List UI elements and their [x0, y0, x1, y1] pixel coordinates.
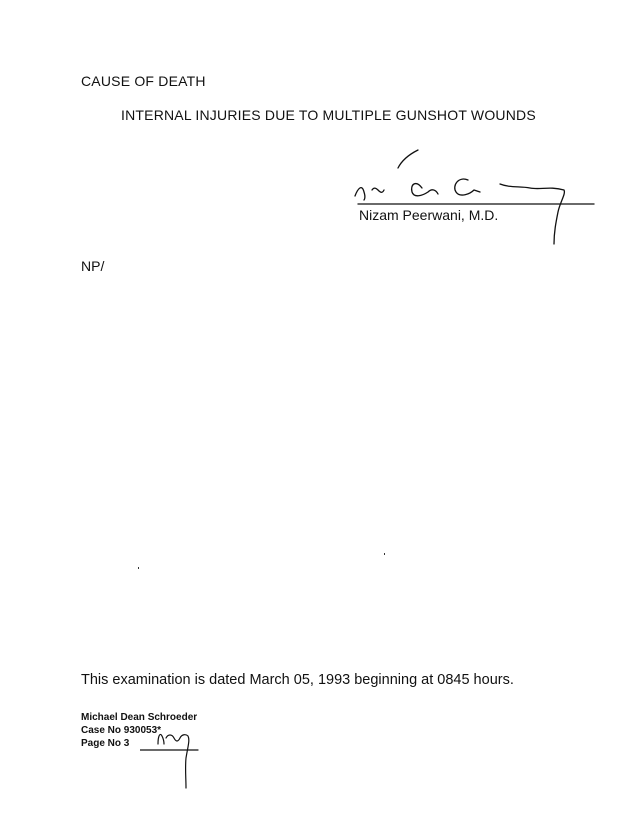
footer-case-number: Case No 930053* — [81, 725, 162, 736]
handwritten-initials — [140, 722, 210, 792]
signer-name: Nizam Peerwani, M.D. — [359, 207, 499, 223]
footer-page-number: Page No 3 — [81, 738, 130, 749]
scan-speck — [138, 567, 139, 569]
handwritten-signature — [340, 140, 610, 250]
examination-date-statement: This examination is dated March 05, 1993 beginning at 0845 hours. — [81, 672, 514, 688]
section-heading: CAUSE OF DEATH — [81, 73, 206, 89]
cause-of-death-text: INTERNAL INJURIES DUE TO MULTIPLE GUNSHOT WOUNDS — [121, 107, 536, 123]
typist-initials: NP/ — [81, 258, 105, 274]
scan-speck — [384, 553, 385, 555]
footer-subject-name: Michael Dean Schroeder — [81, 712, 198, 723]
